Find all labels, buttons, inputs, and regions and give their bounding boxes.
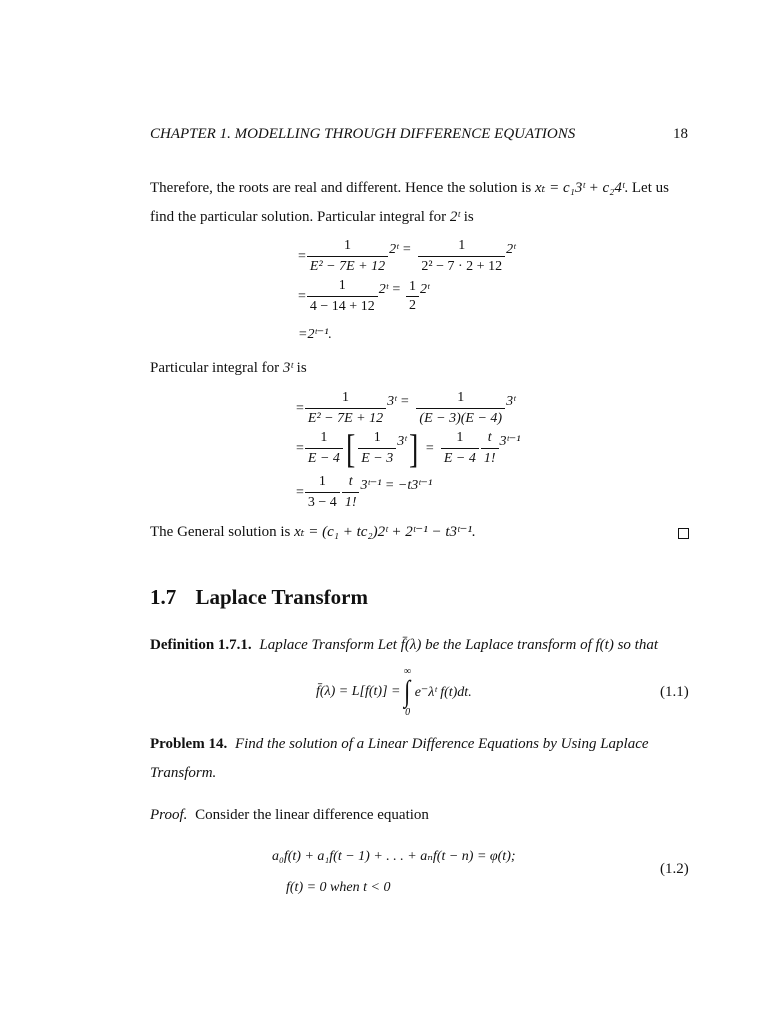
text: Therefore, the roots are real and different. Hence the solution is bbox=[150, 180, 532, 196]
fraction: $\frac{t}{1!}$ bbox=[342, 474, 360, 511]
page-number: 18 bbox=[673, 126, 688, 142]
equation-display bbox=[316, 666, 472, 718]
math-term: 2ᵗ = bbox=[389, 241, 412, 257]
math-term: 3ᵗ⁻¹ bbox=[499, 434, 521, 449]
equation-line: = $\frac{1}{3 - 4}$ $\frac{t}{1!}$ 3ᵗ⁻¹ = −t3ᵗ⁻¹ bbox=[296, 474, 433, 510]
math-term: 2ᵗ bbox=[506, 241, 516, 257]
equation-number: (1.2) bbox=[660, 861, 689, 877]
math-term: 2ᵗ = bbox=[378, 281, 402, 297]
fraction: $\frac{1}{3 - 4}$ bbox=[305, 474, 340, 511]
problem-text: Transform. bbox=[150, 765, 217, 781]
text: find the particular solution. Particular integral for bbox=[150, 209, 447, 225]
definition-label: Definition 1.7.1. bbox=[150, 637, 252, 653]
math-term: 3ᵗ = bbox=[387, 393, 410, 409]
paragraph-line bbox=[150, 209, 474, 226]
integral-sign: ∞ ∫ 0 bbox=[404, 666, 412, 718]
text: The General solution is bbox=[150, 524, 291, 540]
definition-text: Laplace Transform Let f̄(λ) be the Laplace transform of f(t) so that bbox=[259, 637, 658, 653]
math-term: 3ᵗ bbox=[506, 393, 516, 409]
fraction: $\frac{1}{4 - 14 + 12}$ bbox=[307, 278, 378, 315]
fraction: $\frac{1}{E - 3}$ bbox=[358, 430, 396, 467]
math-term: f̄(λ) = L[f(t)] = bbox=[316, 684, 401, 699]
proof bbox=[150, 807, 429, 824]
equation-line: a₀f(t) + a₁f(t − 1) + . . . + aₙf(t − n) = φ(t); bbox=[272, 849, 516, 864]
math-inline: xₜ = c₁3ᵗ + c₂4ᵗ bbox=[534, 180, 625, 196]
fraction: $\frac{1}{E - 4}$ bbox=[305, 430, 343, 467]
text: . Let us bbox=[624, 180, 669, 196]
math-inline: 3ᵗ bbox=[282, 360, 293, 376]
equation-number: (1.1) bbox=[660, 684, 689, 700]
fraction: $\frac{1}{\text{2² − 7 · 2 + 12}}$ bbox=[418, 238, 505, 275]
proof-text: Consider the linear difference equation bbox=[195, 807, 429, 823]
paragraph-line bbox=[150, 360, 307, 377]
problem-text: Find the solution of a Linear Difference Equations by Using Laplace bbox=[234, 736, 649, 752]
problem bbox=[150, 736, 649, 753]
paragraph-line bbox=[150, 522, 476, 541]
equation-line: = $\frac{1}{4 - 14 + 12}$ 2ᵗ = $\frac{1}{2}$ 2ᵗ bbox=[298, 278, 430, 314]
equation-line: f(t) = 0 when t < 0 bbox=[286, 880, 391, 895]
text: is bbox=[463, 209, 474, 225]
right-bracket: ] bbox=[408, 425, 418, 471]
section-heading bbox=[150, 585, 368, 610]
math-term: e⁻λᵗ f(t)dt. bbox=[414, 684, 472, 700]
fraction: $\frac{1}{E - 4}$ bbox=[441, 430, 479, 467]
equals-sign: = bbox=[425, 440, 434, 456]
equation-line: = $\frac{1}{\text{E² − 7E + 12}}$ 3ᵗ = $\frac{1}{(E - 3)(E - 4)}$ 3ᵗ bbox=[296, 390, 516, 426]
fraction: $\frac{1}{\text{E² − 7E + 12}}$ bbox=[307, 238, 388, 275]
section-number: 1.7 bbox=[150, 585, 177, 609]
text: is bbox=[296, 360, 307, 376]
equation-line: = $\frac{1}{E - 4}$ [ $\frac{1}{E - 3}$ 3ᵗ ] = $\frac{1}{E - 4}$ $\frac{t}{1!}$ 3ᵗ⁻¹ bbox=[296, 425, 521, 471]
fraction: $\frac{1}{2}$ bbox=[406, 280, 419, 313]
problem-label: Problem 14. bbox=[150, 736, 228, 752]
equation-line: =2ᵗ⁻¹. bbox=[298, 327, 332, 342]
equation-line: = $\frac{1}{\text{E² − 7E + 12}}$ 2ᵗ = $\frac{1}{\text{2² − 7 · 2 + 12}}$ 2ᵗ bbox=[298, 238, 516, 274]
math-term: 2ᵗ bbox=[420, 281, 430, 297]
fraction: $\frac{1}{\text{E² − 7E + 12}}$ bbox=[305, 390, 386, 427]
text: Particular integral for bbox=[150, 360, 280, 376]
math-inline: 2ᵗ bbox=[449, 209, 460, 225]
section-title: Laplace Transform bbox=[195, 585, 368, 609]
running-header: CHAPTER 1. MODELLING THROUGH DIFFERENCE EQUATIONS bbox=[150, 126, 576, 142]
math-term: 3ᵗ bbox=[397, 433, 407, 449]
fraction: $\frac{1}{(E - 3)(E - 4)}$ bbox=[416, 390, 505, 427]
proof-label: Proof. bbox=[150, 807, 188, 823]
math-term: 3ᵗ⁻¹ = −t3ᵗ⁻¹ bbox=[360, 478, 433, 493]
qed-symbol bbox=[678, 526, 689, 544]
definition bbox=[150, 637, 658, 654]
paragraph-line bbox=[150, 178, 669, 197]
left-bracket: [ bbox=[345, 425, 356, 471]
math-inline: xₜ = (c₁ + tc₂)2ᵗ + 2ᵗ⁻¹ − t3ᵗ⁻¹. bbox=[294, 524, 476, 540]
fraction: $\frac{t}{1!}$ bbox=[481, 430, 499, 467]
